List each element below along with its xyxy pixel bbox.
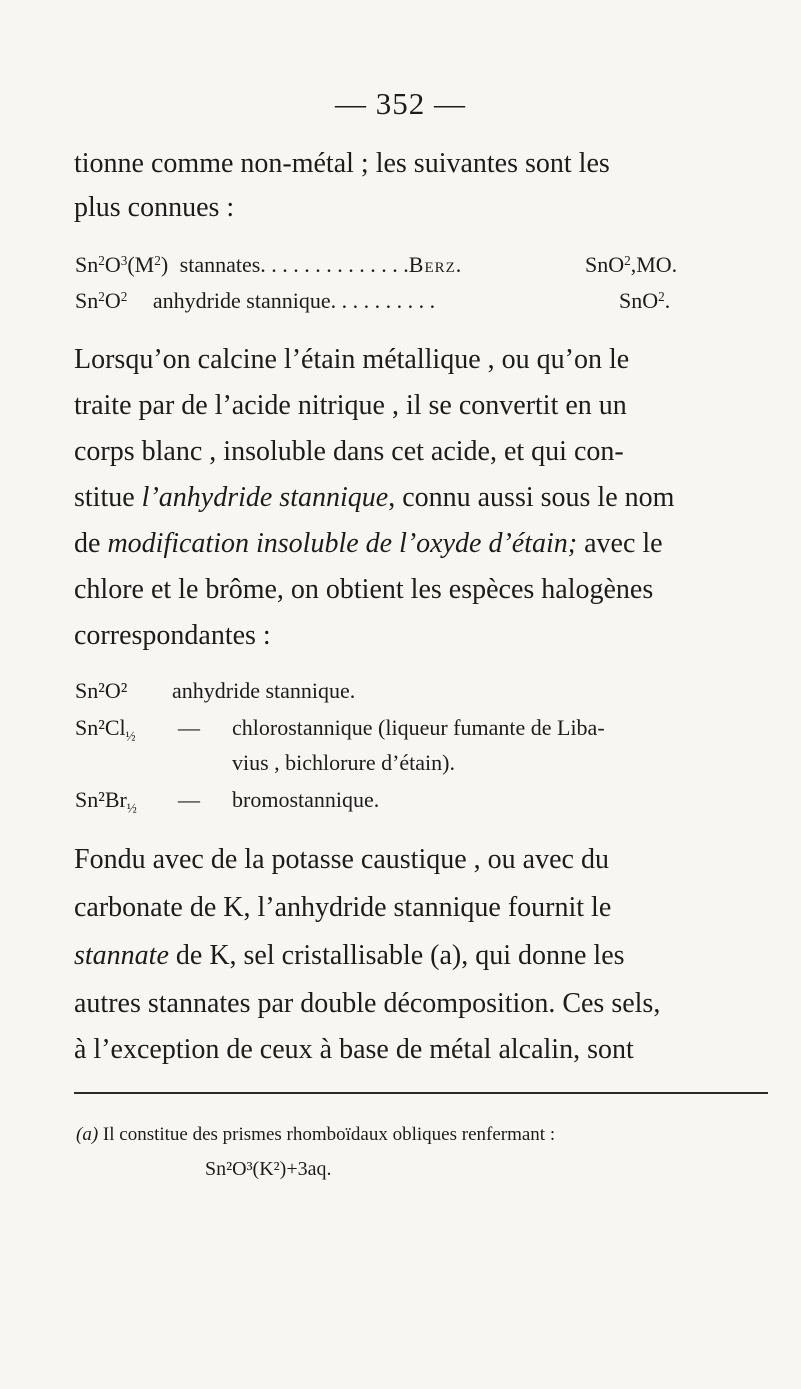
formula-right: SnO$^2$. bbox=[619, 288, 671, 313]
leader-dots: . . . . . . . . . . . . . . bbox=[260, 252, 409, 277]
text-line: carbonate de K, l’anhydride stannique fournit le bbox=[74, 892, 612, 923]
compound-name: chlorostannique (liqueur fumante de Liba- bbox=[232, 715, 605, 740]
compound-name: bromostannique. bbox=[232, 787, 380, 812]
text-line: Lorsqu’on calcine l’étain métallique , ou qu’on le bbox=[74, 344, 630, 375]
formula-row-anhydride: $Sn^2O^2$ anhydride stannique. . . . . . . . . . bbox=[75, 288, 436, 313]
page-number: — 352 — bbox=[335, 86, 466, 121]
text-line: stitue l’anhydride stannique, connu aussi sous le nom bbox=[74, 482, 675, 513]
text-line: tionne comme non-métal ; les suivantes sont les bbox=[74, 148, 610, 179]
compound-name: anhydride stannique. bbox=[172, 678, 356, 703]
text-line: correspondantes : bbox=[74, 620, 271, 651]
formula-right: SnO$^2$,MO. bbox=[585, 252, 678, 277]
text-line: stannate de K, sel cristallisable (a), qui donne les bbox=[74, 940, 625, 971]
formula-cell: $Sn^2Br_{\frac{1}{2}}$ bbox=[75, 787, 137, 816]
author-abbrev: Berz. bbox=[408, 252, 463, 277]
compound-name: stannates bbox=[179, 252, 261, 277]
footnote-separator bbox=[74, 1092, 768, 1094]
text-line: corps blanc , insoluble dans cet acide, et qui con- bbox=[74, 436, 624, 467]
text-line: chlore et le brôme, on obtient les espèces halogènes bbox=[74, 574, 654, 605]
formula-row-stannates: $Sn^2O^3(M^2)$ stannates. . . . . . . . . . . . . .Berz. bbox=[75, 252, 463, 277]
text-line: traite par de l’acide nitrique , il se convertit en un bbox=[74, 390, 627, 421]
text-line: Fondu avec de la potasse caustique , ou avec du bbox=[74, 844, 609, 875]
formula-cell: Sn²O² bbox=[75, 678, 128, 703]
text-line: autres stannates par double décomposition. Ces sels, bbox=[74, 988, 661, 1019]
dash: — bbox=[178, 715, 200, 740]
dash: — bbox=[178, 787, 200, 812]
leader-dots: . . . . . . . . . . bbox=[330, 288, 436, 313]
text-line: à l’exception de ceux à base de métal alcalin, sont bbox=[74, 1034, 634, 1065]
text-line: de modification insoluble de l’oxyde d’étain; avec le bbox=[74, 528, 663, 559]
compound-name-cont: vius , bichlorure d’étain). bbox=[232, 750, 455, 775]
compound-name: anhydride stannique bbox=[152, 288, 331, 313]
formula-cell: $Sn^2Cl_{\frac{1}{2}}$ bbox=[75, 715, 136, 744]
footnote-text: (a) Il constitue des prismes rhomboïdaux obliques renfermant : bbox=[76, 1124, 556, 1145]
footnote-formula: Sn²O³(K²)+3aq. bbox=[205, 1158, 332, 1180]
text-line: plus connues : bbox=[74, 192, 235, 223]
